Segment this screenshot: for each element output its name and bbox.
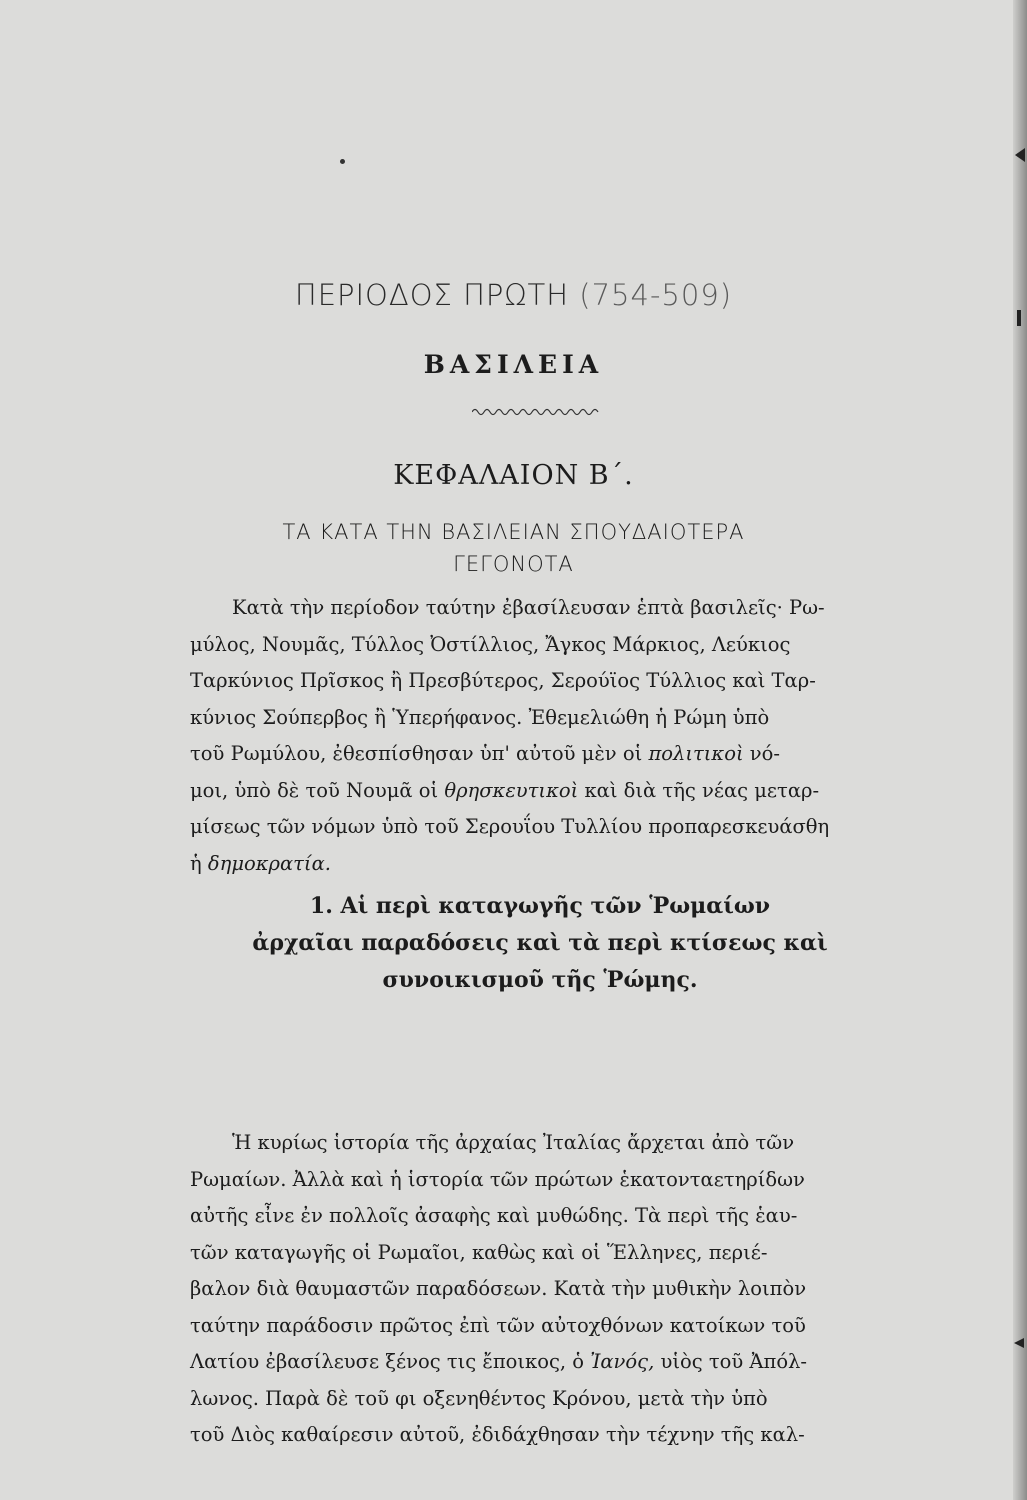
text-line: Κατὰ τὴν περίοδον ταύτην ἐβασίλευσαν ἑπτὰ βασιλεῖς· Ρω- <box>232 596 825 619</box>
chapter-subtitle-line: ΓΕΓΟΝΟΤΑ <box>453 552 574 576</box>
text-line: Ταρκύνιος Πρῖσκος ἢ Πρεσβύτερος, Σερούϊος Τύλλιος καὶ Ταρ- <box>190 669 816 692</box>
italic-term: Ἰανός, <box>590 1350 655 1373</box>
text-line: Ἡ κυρίως ἱστορία τῆς ἀρχαίας Ἰταλίας ἄρχεται ἀπὸ τῶν <box>232 1131 795 1154</box>
period-title <box>0 278 1027 312</box>
italic-term: θρησκευτικοὶ <box>444 778 579 802</box>
paragraph-kings <box>190 590 890 882</box>
chapter-title: ΚΕΦΑΛΑΙΟΝ Β΄. <box>393 460 634 491</box>
ink-speck <box>340 159 345 164</box>
heading-line: ἀρχαῖαι παραδόσεις καὶ τὰ περὶ κτίσεως καὶ <box>252 930 828 956</box>
chapter-subtitle <box>0 516 1027 580</box>
text-line: τοῦ Διὸς καθαίρεσιν αὐτοῦ, ἐδιδάχθησαν τὴν τέχνην τῆς καλ- <box>190 1423 805 1446</box>
period-title-text: ΠΕΡΙΟΔΟΣ ΠΡΩΤΗ <box>294 278 570 312</box>
text-line: λωνος. Παρὰ δὲ τοῦ φι οξενηθέντος Κρόνου, μετὰ τὴν ὑπὸ <box>190 1386 768 1410</box>
text-line: Ρωμαίων. Ἀλλὰ καὶ ἡ ἱστορία τῶν πρώτων ἑκατονταετηρίδων <box>190 1167 805 1191</box>
text-line: μύλος, Νουμᾶς, Τύλλος Ὀστίλλιος, Ἄγκος Μάρκιος, Λεύκιος <box>190 632 791 656</box>
text-line: Λατίου ἐβασίλευσε ξένος τις ἔποικος, ὁ Ἰανός, υἱὸς τοῦ Ἀπόλ- <box>190 1350 808 1373</box>
text-line: αὐτῆς εἶνε ἐν πολλοῖς ἀσαφὴς καὶ μυθώδης. Τὰ περὶ τῆς ἑαυ- <box>190 1204 798 1227</box>
text-line: βαλον διὰ θαυμαστῶν παραδόσεων. Κατὰ τὴν μυθικὴν λοιπὸν <box>190 1277 807 1300</box>
edge-mark <box>1017 310 1021 326</box>
text-line: μίσεως τῶν νόμων ὑπὸ τοῦ Σερουΐου Τυλλίου προπαρεσκευάσθη <box>190 815 830 838</box>
italic-term: πολιτικοὶ <box>648 742 744 765</box>
text-line: μοι, ὑπὸ δὲ τοῦ Νουμᾶ οἱ θρησκευτικοὶ καὶ διὰ τῆς νέας μεταρ- <box>190 778 820 802</box>
text-line: ἡ δημοκρατία. <box>190 851 331 875</box>
paragraph-origins <box>190 1125 890 1454</box>
wavy-ornament-divider <box>472 405 602 419</box>
text-line: κύνιος Σούπερβος ἢ Ὑπερήφανος. Ἐθεμελιώθη ἡ Ρώμη ὑπὸ <box>190 705 770 729</box>
italic-term: δημοκρατία. <box>207 851 331 875</box>
section-heading <box>190 888 890 999</box>
page-edge-shadow <box>1013 0 1027 1500</box>
period-years: (754-509) <box>579 278 733 312</box>
text-line: τῶν καταγωγῆς οἱ Ρωμαῖοι, καθὼς καὶ οἱ Ἕλληνες, περιέ- <box>190 1240 768 1264</box>
section-title: ΒΑΣΙΛΕΙΑ <box>423 350 604 379</box>
text-line: ταύτην παράδοσιν πρῶτος ἐπὶ τῶν αὐτοχθόνων κατοίκων τοῦ <box>190 1313 806 1337</box>
heading-line: 1. Αἱ περὶ καταγωγῆς τῶν Ῥωμαίων <box>309 893 771 919</box>
chapter-subtitle-line: ΤΑ ΚΑΤΑ ΤΗΝ ΒΑΣΙΛΕΙΑΝ ΣΠΟΥΔΑΙΟΤΕΡΑ <box>282 520 745 544</box>
text-line: τοῦ Ρωμύλου, ἐθεσπίσθησαν ὑπ' αὐτοῦ μὲν οἱ πολιτικοὶ νό- <box>190 742 780 765</box>
heading-line: συνοικισμοῦ τῆς Ῥώμης. <box>382 967 698 993</box>
